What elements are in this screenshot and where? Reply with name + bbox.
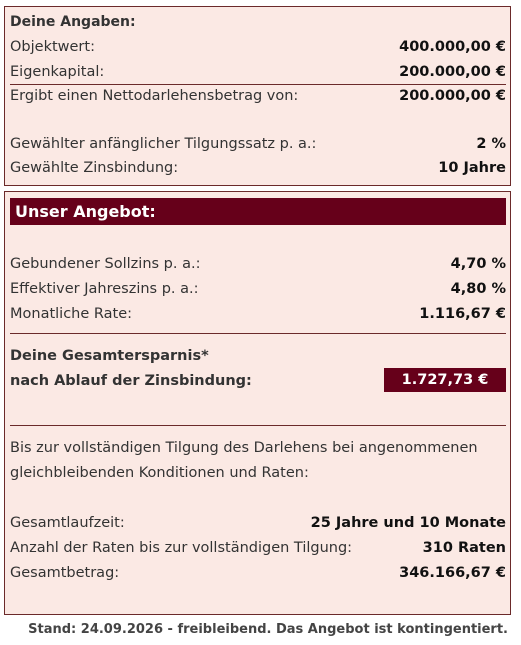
ersparnis-divider <box>10 425 506 426</box>
input-heading-row <box>10 12 506 32</box>
your-input-panel <box>4 6 511 186</box>
nettodarlehen-row <box>10 86 506 106</box>
nettodarlehen-value: 200.000,00 € <box>399 88 506 104</box>
rate-row <box>10 304 506 324</box>
raten-value: 310 Raten <box>422 540 506 556</box>
laufzeit-label: Gesamtlaufzeit: <box>10 515 125 531</box>
sollzins-value: 4,70 % <box>450 256 506 272</box>
gesamtbetrag-label: Gesamtbetrag: <box>10 565 120 581</box>
eigenkapital-value: 200.000,00 € <box>399 64 506 80</box>
rate-divider <box>10 333 506 334</box>
sollzins-row <box>10 254 506 274</box>
eigenkapital-row <box>10 62 506 82</box>
tilgungssatz-label: Gewählter anfänglicher Tilgungssatz p. a.: <box>10 136 317 152</box>
rate-value: 1.116,67 € <box>419 306 506 322</box>
ersparnis-line2: nach Ablauf der Zinsbindung: <box>10 373 252 389</box>
ersparnis-line1: Deine Gesamtersparnis* <box>10 348 209 364</box>
rate-label: Monatliche Rate: <box>10 306 133 322</box>
zinsbindung-row <box>10 158 506 178</box>
status-footer: Stand: 24.09.2026 - freibleibend. Das Angebot ist kontingentiert. <box>28 622 508 637</box>
sum-divider <box>10 84 506 85</box>
effzins-row <box>10 279 506 299</box>
zinsbindung-value: 10 Jahre <box>438 160 506 176</box>
ersparnis-value-badge: 1.727,73 € <box>384 368 506 392</box>
raten-row <box>10 538 506 558</box>
objektwert-row <box>10 37 506 57</box>
tilgungssatz-row <box>10 134 506 154</box>
laufzeit-value: 25 Jahre und 10 Monate <box>310 515 506 531</box>
eigenkapital-label: Eigenkapital: <box>10 64 105 80</box>
gesamtbetrag-value: 346.166,67 € <box>399 565 506 581</box>
ersparnis-title-row <box>10 346 506 366</box>
offer-panel <box>4 191 511 615</box>
objektwert-label: Objektwert: <box>10 39 95 55</box>
tilgung-description: Bis zur vollständigen Tilgung des Darlehens bei angenommenen gleichbleibenden Konditionen und Raten: <box>10 440 478 481</box>
sollzins-label: Gebundener Sollzins p. a.: <box>10 256 201 272</box>
offer-heading: Unser Angebot: <box>10 198 506 225</box>
input-heading: Deine Angaben: <box>10 14 136 30</box>
nettodarlehen-label: Ergibt einen Nettodarlehensbetrag von: <box>10 88 299 104</box>
effzins-value: 4,80 % <box>450 281 506 297</box>
tilgungssatz-value: 2 % <box>476 136 506 152</box>
effzins-label: Effektiver Jahreszins p. a.: <box>10 281 199 297</box>
zinsbindung-label: Gewählte Zinsbindung: <box>10 160 179 176</box>
raten-label: Anzahl der Raten bis zur vollständigen Tilgung: <box>10 540 353 556</box>
objektwert-value: 400.000,00 € <box>399 39 506 55</box>
gesamtbetrag-row <box>10 563 506 583</box>
laufzeit-row <box>10 513 506 533</box>
